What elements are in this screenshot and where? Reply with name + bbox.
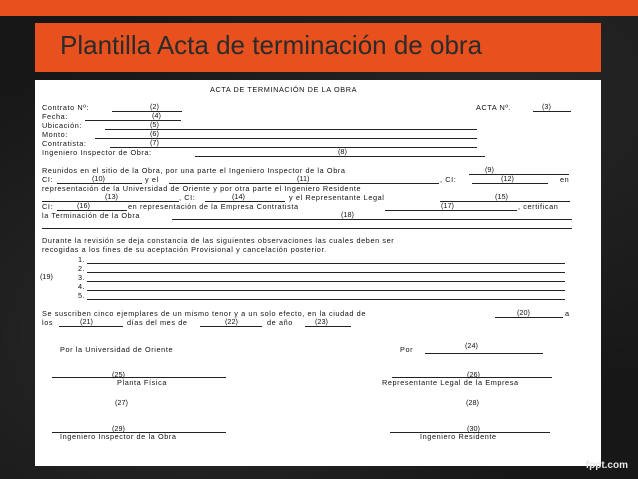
p3-line-2b: días del mes de [127,318,188,327]
obs-item-5: 5. [78,291,86,300]
field-line [533,111,571,112]
p1-line-6: la Terminación de la Obra [42,211,141,220]
field-line [110,147,477,148]
slide-title: Plantilla Acta de terminación de obra [60,30,483,60]
sig-label-udo: Por la Universidad de Oriente [60,345,174,354]
field-line [87,299,565,300]
label-contrato: Contrato Nº: [42,103,90,112]
num-13: (13) [105,192,118,201]
field-line [85,120,181,121]
field-line [112,111,182,112]
p1-line-2c: , CI: [440,175,457,184]
p1-line-5a: CI: [42,202,54,211]
num-18: (18) [341,210,354,219]
p3-line-1: Se suscriben cinco ejemplares de un mismo tenor y a un solo efecto, en la ciudad de [42,309,366,318]
field-line [200,326,262,327]
field-line [425,353,543,354]
field-line [87,290,565,291]
field-line [105,129,477,130]
num-20: (20) [517,308,530,317]
p3-line-2a: los [42,318,54,327]
field-line [305,326,351,327]
num-7: (7) [150,138,159,147]
p1-line-2b: y el [145,175,159,184]
p1-line-4b: y el Representante Legal [289,193,385,202]
field-line [87,272,565,273]
field-line [385,210,517,211]
label-monto: Monto: [42,130,68,139]
label-inspector: Ingeniero Inspector de Obra: [42,148,152,157]
num-17: (17) [441,201,454,210]
num-23: (23) [315,317,328,326]
label-fecha: Fecha: [42,112,68,121]
sig-rep-legal: Representante Legal de la Empresa [382,378,519,387]
field-line [172,219,572,220]
p1-line-2a: CI: [42,175,54,184]
field-line [469,174,569,175]
sig-planta-fisica: Planta Física [117,378,167,387]
num-11: (11) [297,174,310,183]
document-heading: ACTA DE TERMINACIÓN DE LA OBRA [210,85,358,94]
obs-item-3: 3. [78,273,86,282]
sig-ing-inspector: Ingeniero Inspector de la Obra [60,432,177,441]
field-line [87,281,565,282]
p2-line-2: recogidas a los fines de su aceptación Provisional y cancelación posterior. [42,245,327,254]
obs-item-1: 1. [78,255,86,264]
num-19: (19) [40,272,53,281]
num-2: (2) [150,102,159,111]
field-line [59,326,123,327]
num-25: (25) [112,370,125,379]
num-4: (4) [152,111,161,120]
num-9: (9) [485,165,494,174]
p1-line-2d: en [560,175,570,184]
num-3: (3) [542,102,551,111]
p1-line-1: Reunidos en el sitio de la Obra, por una parte el Ingeniero Inspector de la Obra [42,166,346,175]
obs-item-2: 2. [78,264,86,273]
sig-label-por: Por [400,345,414,354]
num-21: (21) [80,317,93,326]
label-acta: ACTA Nº. [476,103,512,112]
num-24: (24) [465,341,478,350]
p1-line-4a: , CI: [179,193,196,202]
p2-line-1: Durante la revisión se deja constancia de las siguientes observaciones las cuales deben ser [42,236,395,245]
p3-line-1b: a [565,309,570,318]
num-6: (6) [150,129,159,138]
document-page [35,80,601,466]
num-5: (5) [150,120,159,129]
field-line [195,156,485,157]
p3-line-2c: de año [267,318,293,327]
num-22: (22) [225,317,238,326]
p1-line-3: representación de la Universidad de Oriente y por otra parte el Ingeniero Residente [42,184,362,193]
field-line [87,263,565,264]
label-ubicacion: Ubicación: [42,121,83,130]
field-line [472,183,548,184]
p1-line-5b: en representación de la Empresa Contratista [128,202,299,211]
num-12: (12) [501,174,514,183]
num-28: (28) [466,398,479,407]
num-14: (14) [232,192,245,201]
num-27: (27) [115,398,128,407]
num-29: (29) [112,424,125,433]
p1-line-5c: , certifican [518,202,559,211]
num-26: (26) [467,370,480,379]
obs-item-4: 4. [78,282,86,291]
field-line [42,228,572,229]
field-line [495,317,563,318]
watermark-logo: fppt.com [585,460,628,471]
num-8: (8) [338,147,347,156]
sig-ing-residente: Ingeniero Residente [420,432,497,441]
label-contratista: Contratista: [42,139,87,148]
num-15: (15) [495,192,508,201]
num-16: (16) [77,201,90,210]
slide-top-bar [0,0,638,16]
num-30: (30) [467,424,480,433]
num-10: (10) [92,174,105,183]
